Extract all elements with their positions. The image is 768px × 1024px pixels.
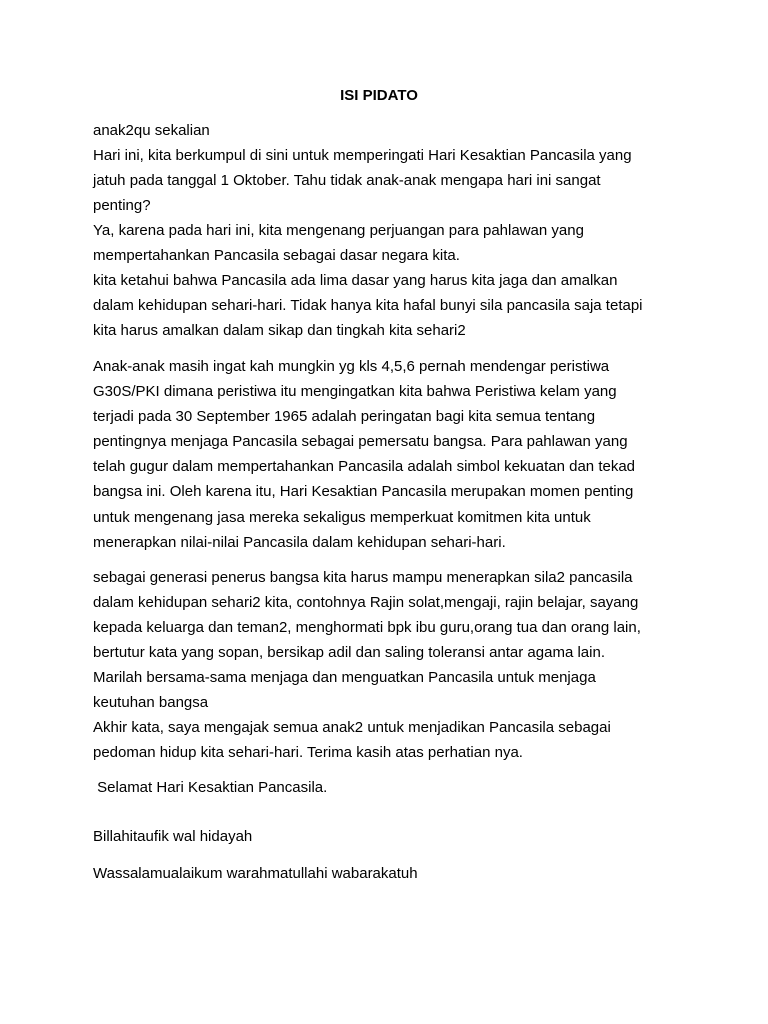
text-line: penting? xyxy=(93,197,151,214)
text-line: kita ketahui bahwa Pancasila ada lima dasar yang harus kita jaga dan amalkan xyxy=(93,272,618,289)
text-line: anak2qu sekalian xyxy=(93,122,210,139)
document-title: ISI PIDATO xyxy=(340,87,418,104)
text-line: mempertahankan Pancasila sebagai dasar negara kita. xyxy=(93,247,460,264)
closing-salam: Wassalamualaikum warahmatullahi wabarakatuh xyxy=(93,865,418,882)
text-line: Marilah bersama-sama menjaga dan menguatkan Pancasila untuk menjaga xyxy=(93,669,596,686)
text-line: bertutur kata yang sopan, bersikap adil dan saling toleransi antar agama lain. xyxy=(93,644,605,661)
text-line: kepada keluarga dan teman2, menghormati bpk ibu guru,orang tua dan orang lain, xyxy=(93,619,641,636)
text-line: untuk mengenang jasa mereka sekaligus memperkuat komitmen kita untuk xyxy=(93,509,591,526)
text-line: Ya, karena pada hari ini, kita mengenang perjuangan para pahlawan yang xyxy=(93,222,584,239)
text-line: dalam kehidupan sehari2 kita, contohnya Rajin solat,mengaji, rajin belajar, sayang xyxy=(93,594,639,611)
text-line: jatuh pada tanggal 1 Oktober. Tahu tidak anak-anak mengapa hari ini sangat xyxy=(93,172,601,189)
text-line: menerapkan nilai-nilai Pancasila dalam kehidupan sehari-hari. xyxy=(93,534,506,551)
text-line: pedoman hidup kita sehari-hari. Terima kasih atas perhatian nya. xyxy=(93,744,523,761)
text-line: pentingnya menjaga Pancasila sebagai pemersatu bangsa. Para pahlawan yang xyxy=(93,433,628,450)
text-line: Akhir kata, saya mengajak semua anak2 untuk menjadikan Pancasila sebagai xyxy=(93,719,611,736)
text-line: dalam kehidupan sehari-hari. Tidak hanya kita hafal bunyi sila pancasila saja tetapi xyxy=(93,297,643,314)
closing-prayer: Billahitaufik wal hidayah xyxy=(93,828,253,845)
closing-greeting: Selamat Hari Kesaktian Pancasila. xyxy=(93,779,328,796)
text-line: bangsa ini. Oleh karena itu, Hari Kesaktian Pancasila merupakan momen penting xyxy=(93,483,634,500)
text-line: terjadi pada 30 September 1965 adalah peringatan bagi kita semua tentang xyxy=(93,408,596,425)
text-line: Hari ini, kita berkumpul di sini untuk memperingati Hari Kesaktian Pancasila yang xyxy=(93,147,632,164)
text-line: keutuhan bangsa xyxy=(93,694,209,711)
text-line: telah gugur dalam mempertahankan Pancasila adalah simbol kekuatan dan tekad xyxy=(93,458,636,475)
text-line: Anak-anak masih ingat kah mungkin yg kls 4,5,6 pernah mendengar peristiwa xyxy=(93,358,610,375)
text-line: G30S/PKI dimana peristiwa itu mengingatkan kita bahwa Peristiwa kelam yang xyxy=(93,383,617,400)
text-line: sebagai generasi penerus bangsa kita harus mampu menerapkan sila2 pancasila xyxy=(93,569,633,586)
text-line: kita harus amalkan dalam sikap dan tingkah kita sehari2 xyxy=(93,322,466,339)
